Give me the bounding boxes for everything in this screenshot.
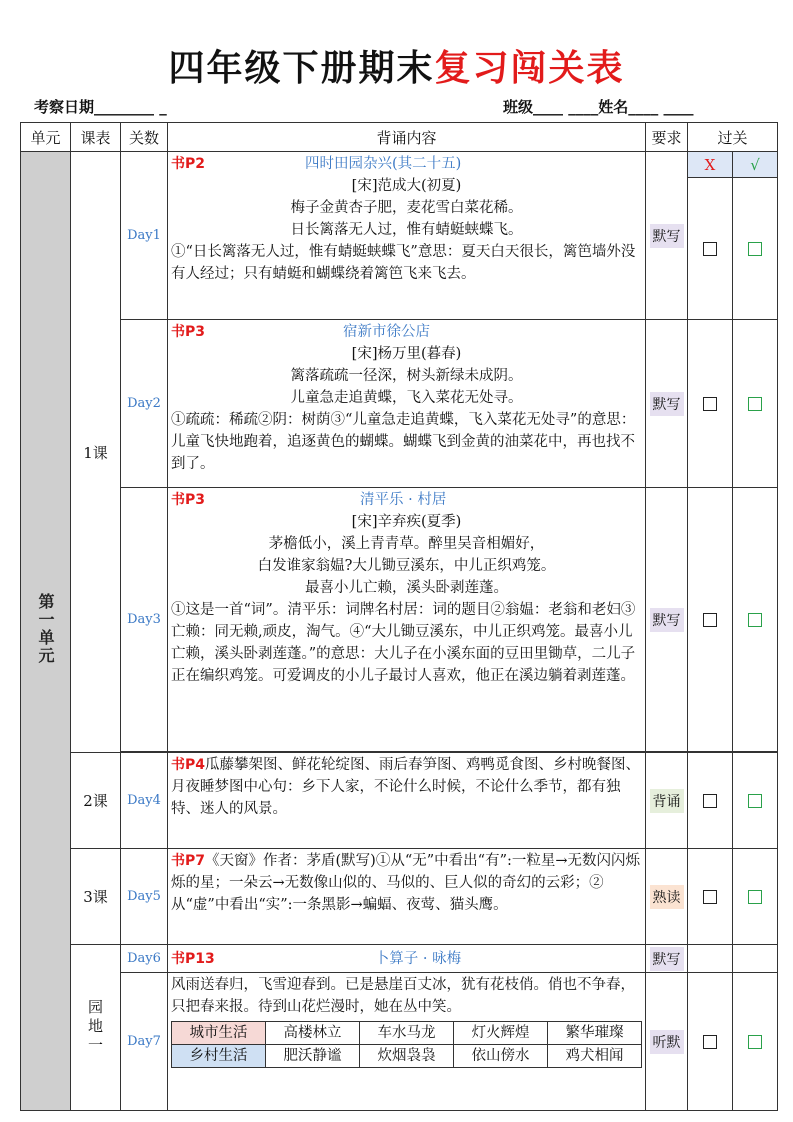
checkbox-icon — [703, 242, 717, 256]
content-day7 — [168, 973, 646, 1111]
fail-checkbox[interactable] — [688, 849, 733, 945]
req-cell — [646, 152, 688, 320]
content-day3 — [168, 488, 646, 752]
idiom: 鸡犬相闻 — [548, 1045, 642, 1068]
table-row — [21, 973, 778, 1111]
col-lesson: 课表 — [71, 123, 121, 152]
ok-checkbox[interactable] — [733, 753, 778, 849]
poem-title: 卜算子 · 咏梅 — [374, 950, 462, 967]
pass-empty — [733, 945, 778, 973]
unit-name: 第一单元 — [36, 593, 55, 665]
day-3: Day3 — [121, 488, 168, 752]
req-badge: 熟读 — [650, 885, 684, 909]
req-badge: 背诵 — [650, 789, 684, 813]
poem-line: 日长篱落无人过，惟有蜻蜓蛱蝶飞。 — [290, 222, 523, 238]
lesson-garden: 园地一 — [71, 945, 121, 1111]
day-6: Day6 — [121, 945, 168, 973]
poem-line: 梅子金黄杏子肥，麦花雪白菜花稀。 — [290, 200, 523, 216]
class-name-field-label[interactable]: 班级____ ____姓名____ ____ — [503, 98, 694, 116]
content-day4 — [168, 753, 646, 849]
poem-author: [宋]辛弃疾(夏季) — [351, 514, 462, 530]
table-row — [21, 945, 778, 973]
book-ref: 书P3 — [171, 492, 206, 508]
poem-title: 宿新市徐公店 — [343, 324, 431, 340]
ok-checkbox[interactable] — [733, 849, 778, 945]
lesson-3: 3课 — [71, 849, 121, 945]
req-badge: 默写 — [650, 392, 684, 416]
poem-note: ①“日长篱落无人过，惟有蜻蜓蛱蝶飞”意思：夏天白天很长，篱笆墙外没有人经过；只有蜻蜓和蝴蝶绕着篱笆飞来飞去。 — [171, 244, 636, 282]
poem-note: ①这是一首“词”。清平乐：词牌名村居：词的题目②翁媪：老翁和老妇③亡赖：同无赖,顽皮，淘气。④“大儿锄豆溪东，中儿正织鸡笼。最喜小儿亡赖，溪头卧剥莲蓬。”的意思：大儿子在小溪东面的豆田里锄草，二儿子正在编织鸡笼。可爱调皮的小儿子最讨人喜欢，他正在溪边躺着剥莲蓬。 — [171, 602, 636, 684]
checkbox-icon — [703, 890, 717, 904]
idioms-row — [172, 1022, 642, 1045]
table-row — [21, 320, 778, 488]
poem-note: ①疏疏：稀疏②阴：树荫③“儿童急走追黄蝶，飞入菜花无处寻”的意思：儿童飞快地跑着，追逐黄色的蝴蝶。蝴蝶飞到金黄的油菜花中，再也找不到了。 — [171, 412, 636, 472]
checkbox-icon — [748, 794, 762, 808]
req-cell — [646, 945, 688, 973]
page-title — [0, 40, 793, 91]
col-unit: 单元 — [21, 123, 71, 152]
content-day6 — [168, 945, 646, 973]
poem-title: 清平乐 · 村居 — [360, 492, 447, 508]
content-day5 — [168, 849, 646, 945]
poem-text: 风雨送春归，飞雪迎春到。已是悬崖百丈冰，犹有花枝俏。俏也不争春，只把春来报。待到山花烂漫时，她在丛中笑。 — [171, 977, 635, 1015]
req-badge: 默写 — [650, 608, 684, 632]
day-4: Day4 — [121, 753, 168, 849]
title-part-2: 复习闯关表 — [434, 48, 625, 89]
day-7: Day7 — [121, 973, 168, 1111]
poem-author: [宋]杨万里(暮春) — [351, 346, 462, 362]
ok-checkbox[interactable] — [733, 178, 778, 320]
poem-author: [宋]范成大(初夏) — [351, 178, 462, 194]
day-2: Day2 — [121, 320, 168, 488]
fail-mark: X — [688, 152, 733, 178]
req-cell — [646, 973, 688, 1111]
book-ref: 书P2 — [171, 156, 206, 172]
idiom: 车水马龙 — [360, 1022, 454, 1045]
idiom: 依山傍水 — [454, 1045, 548, 1068]
poem-line: 茅檐低小，溪上青青草。醉里吴音相媚好， — [268, 536, 545, 552]
idiom-category: 乡村生活 — [172, 1045, 266, 1068]
table-row — [21, 488, 778, 752]
fail-checkbox[interactable] — [688, 178, 733, 320]
lesson-1: 1课 — [71, 152, 121, 753]
title-part-1: 四年级下册期末 — [168, 48, 435, 89]
table-row — [21, 152, 778, 178]
ok-checkbox[interactable] — [733, 488, 778, 752]
checkbox-icon — [703, 794, 717, 808]
checkbox-icon — [748, 613, 762, 627]
ok-mark: √ — [733, 152, 778, 178]
idiom: 肥沃静谧 — [266, 1045, 360, 1068]
idioms-table — [171, 1021, 642, 1068]
req-badge: 默写 — [650, 947, 684, 971]
table-row — [21, 753, 778, 849]
book-ref: 书P3 — [171, 324, 206, 340]
idiom: 高楼林立 — [266, 1022, 360, 1045]
checkbox-icon — [748, 890, 762, 904]
idiom: 灯火辉煌 — [454, 1022, 548, 1045]
req-badge: 听默 — [650, 1030, 684, 1054]
idiom: 繁华璀璨 — [548, 1022, 642, 1045]
idiom-category: 城市生活 — [172, 1022, 266, 1045]
book-ref: 书P7 — [171, 853, 206, 869]
table-header-row — [21, 123, 778, 152]
checkbox-icon — [748, 1035, 762, 1049]
checkbox-icon — [703, 397, 717, 411]
fail-checkbox[interactable] — [688, 320, 733, 488]
col-pass: 过关 — [688, 123, 778, 152]
review-table — [20, 122, 778, 1111]
poem-line: 篱落疏疏一径深，树头新绿未成阴。 — [290, 368, 523, 384]
content-day2 — [168, 320, 646, 488]
lesson-text: 瓜藤攀架图、鲜花轮绽图、雨后春笋图、鸡鸭觅食图、乡村晚餐图、月夜睡梦图中心句：乡下人家，不论什么时候，不论什么季节，都有独特、迷人的风景。 — [171, 757, 641, 817]
poem-line: 最喜小儿亡赖，溪头卧剥莲蓬。 — [305, 580, 508, 596]
fail-checkbox[interactable] — [688, 753, 733, 849]
req-cell — [646, 488, 688, 752]
req-badge: 默写 — [650, 224, 684, 248]
idiom: 炊烟袅袅 — [360, 1045, 454, 1068]
ok-checkbox[interactable] — [733, 320, 778, 488]
ok-checkbox[interactable] — [733, 973, 778, 1111]
poem-line: 儿童急走追黄蝶，飞入菜花无处寻。 — [290, 390, 523, 406]
unit-cell — [21, 152, 71, 1111]
req-cell — [646, 753, 688, 849]
col-content: 背诵内容 — [168, 123, 646, 152]
checkbox-icon — [703, 1035, 717, 1049]
date-field-label[interactable]: 考察日期________ _ — [34, 98, 167, 116]
fail-checkbox[interactable] — [688, 488, 733, 752]
day-5: Day5 — [121, 849, 168, 945]
idioms-row — [172, 1045, 642, 1068]
table-row — [21, 849, 778, 945]
req-cell — [646, 320, 688, 488]
fail-checkbox[interactable] — [688, 973, 733, 1111]
poem-title: 四时田园杂兴(其二十五) — [305, 156, 462, 172]
checkbox-icon — [748, 397, 762, 411]
day-1: Day1 — [121, 152, 168, 320]
pass-empty — [688, 945, 733, 973]
poem-line: 白发谁家翁媪?大儿锄豆溪东，中儿正织鸡笼。 — [257, 558, 556, 574]
checkbox-icon — [748, 242, 762, 256]
book-ref: 书P13 — [171, 950, 215, 967]
book-ref: 书P4 — [171, 757, 206, 773]
lesson-text: 《天窗》作者：茅盾(默写)①从“无”中看出“有”:一粒星→无数闪闪烁烁的星；一朵云→无数像山似的、马似的、巨人似的奇幻的云彩；②从“虚”中看出“实”:一条黑影→蝙蝠、夜莺、猫头鹰。 — [171, 853, 641, 913]
lesson-2: 2课 — [71, 753, 121, 849]
col-req: 要求 — [646, 123, 688, 152]
checkbox-icon — [703, 613, 717, 627]
content-day1 — [168, 152, 646, 320]
req-cell — [646, 849, 688, 945]
col-day: 关数 — [121, 123, 168, 152]
